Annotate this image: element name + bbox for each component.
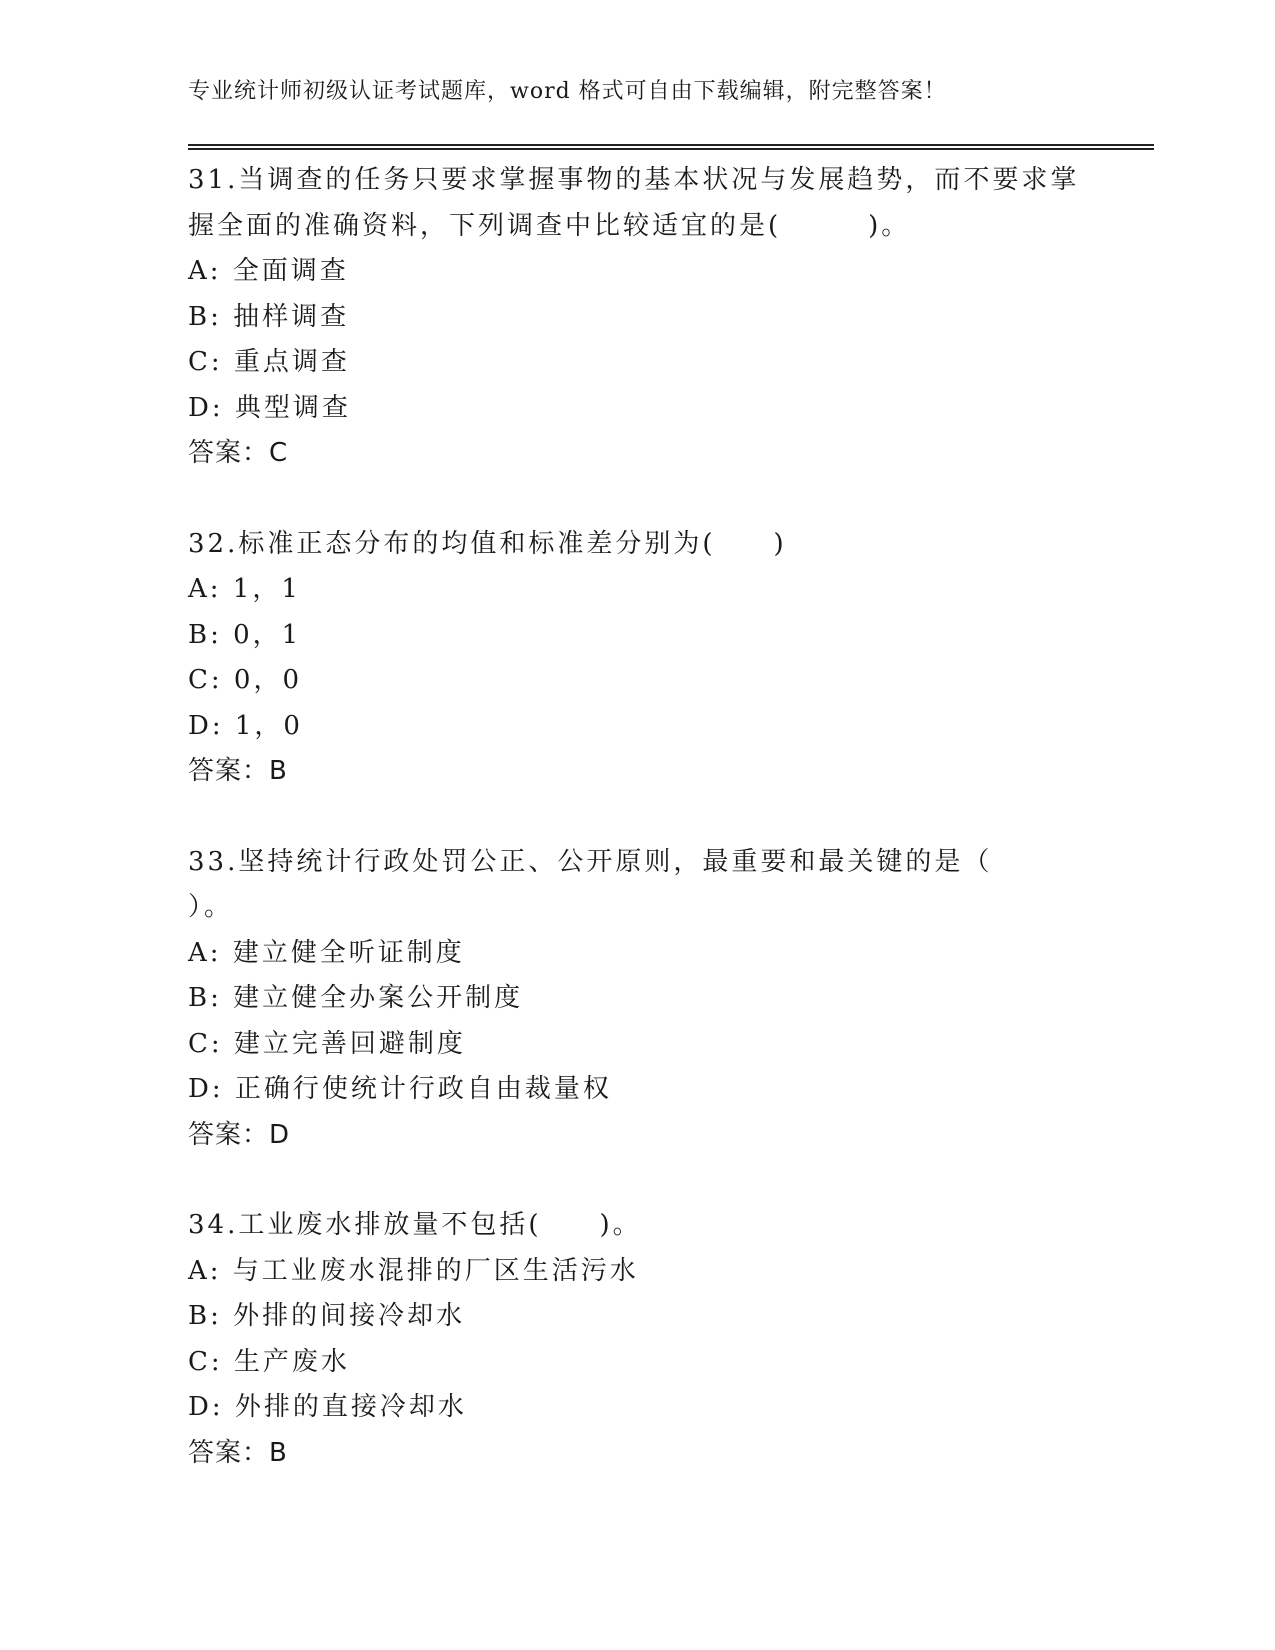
question-34 bbox=[188, 1203, 1088, 1476]
answer-text: 答案：B bbox=[188, 1437, 288, 1468]
option-a: A: 建立健全听证制度 bbox=[188, 937, 465, 968]
question-31 bbox=[188, 158, 1088, 477]
question-stem-line: 32.标准正态分布的均值和标准差分别为( ) bbox=[188, 528, 787, 559]
option-b: B: 抽样调查 bbox=[188, 301, 350, 332]
question-32 bbox=[188, 522, 1088, 795]
option-c: C: 建立完善回避制度 bbox=[188, 1028, 466, 1059]
answer-text: 答案：C bbox=[188, 438, 289, 468]
answer-text: 答案：B bbox=[188, 756, 288, 786]
option-a: A: 与工业废水混排的厂区生活污水 bbox=[188, 1255, 639, 1286]
question-stem-line: 33.坚持统计行政处罚公正、公开原则，最重要和最关键的是（ bbox=[188, 846, 993, 877]
option-d: D: 典型调查 bbox=[188, 392, 351, 423]
option-a: A: 全面调查 bbox=[188, 256, 349, 286]
option-b: B: 建立健全办案公开制度 bbox=[188, 983, 524, 1013]
option-c: C: 重点调查 bbox=[188, 347, 350, 377]
answer-text: 答案：D bbox=[188, 1119, 291, 1150]
option-c: C: 0，0 bbox=[188, 665, 303, 695]
question-list bbox=[188, 158, 1088, 1521]
question-stem-line: 34.工业废水排放量不包括( )。 bbox=[188, 1210, 642, 1240]
option-b: B: 0，1 bbox=[188, 619, 302, 650]
question-stem-line: 握全面的准确资料，下列调查中比较适宜的是( )。 bbox=[188, 210, 911, 241]
option-b: B: 外排的间接冷却水 bbox=[188, 1301, 466, 1331]
option-a: A: 1，1 bbox=[188, 574, 301, 604]
page-header-title: 专业统计师初级认证考试题库，word 格式可自由下载编辑，附完整答案！ bbox=[188, 79, 947, 104]
option-c: C: 生产废水 bbox=[188, 1346, 350, 1377]
option-d: D: 1，0 bbox=[188, 710, 303, 741]
option-d: D: 正确行使统计行政自由裁量权 bbox=[188, 1074, 612, 1104]
question-33 bbox=[188, 840, 1088, 1159]
header-double-rule bbox=[188, 144, 1154, 150]
question-stem-line: 31.当调查的任务只要求掌握事物的基本状况与发展趋势，而不要求掌 bbox=[188, 165, 1080, 195]
question-stem-line: ）。 bbox=[188, 892, 234, 922]
option-d: D: 外排的直接冷却水 bbox=[188, 1392, 467, 1422]
